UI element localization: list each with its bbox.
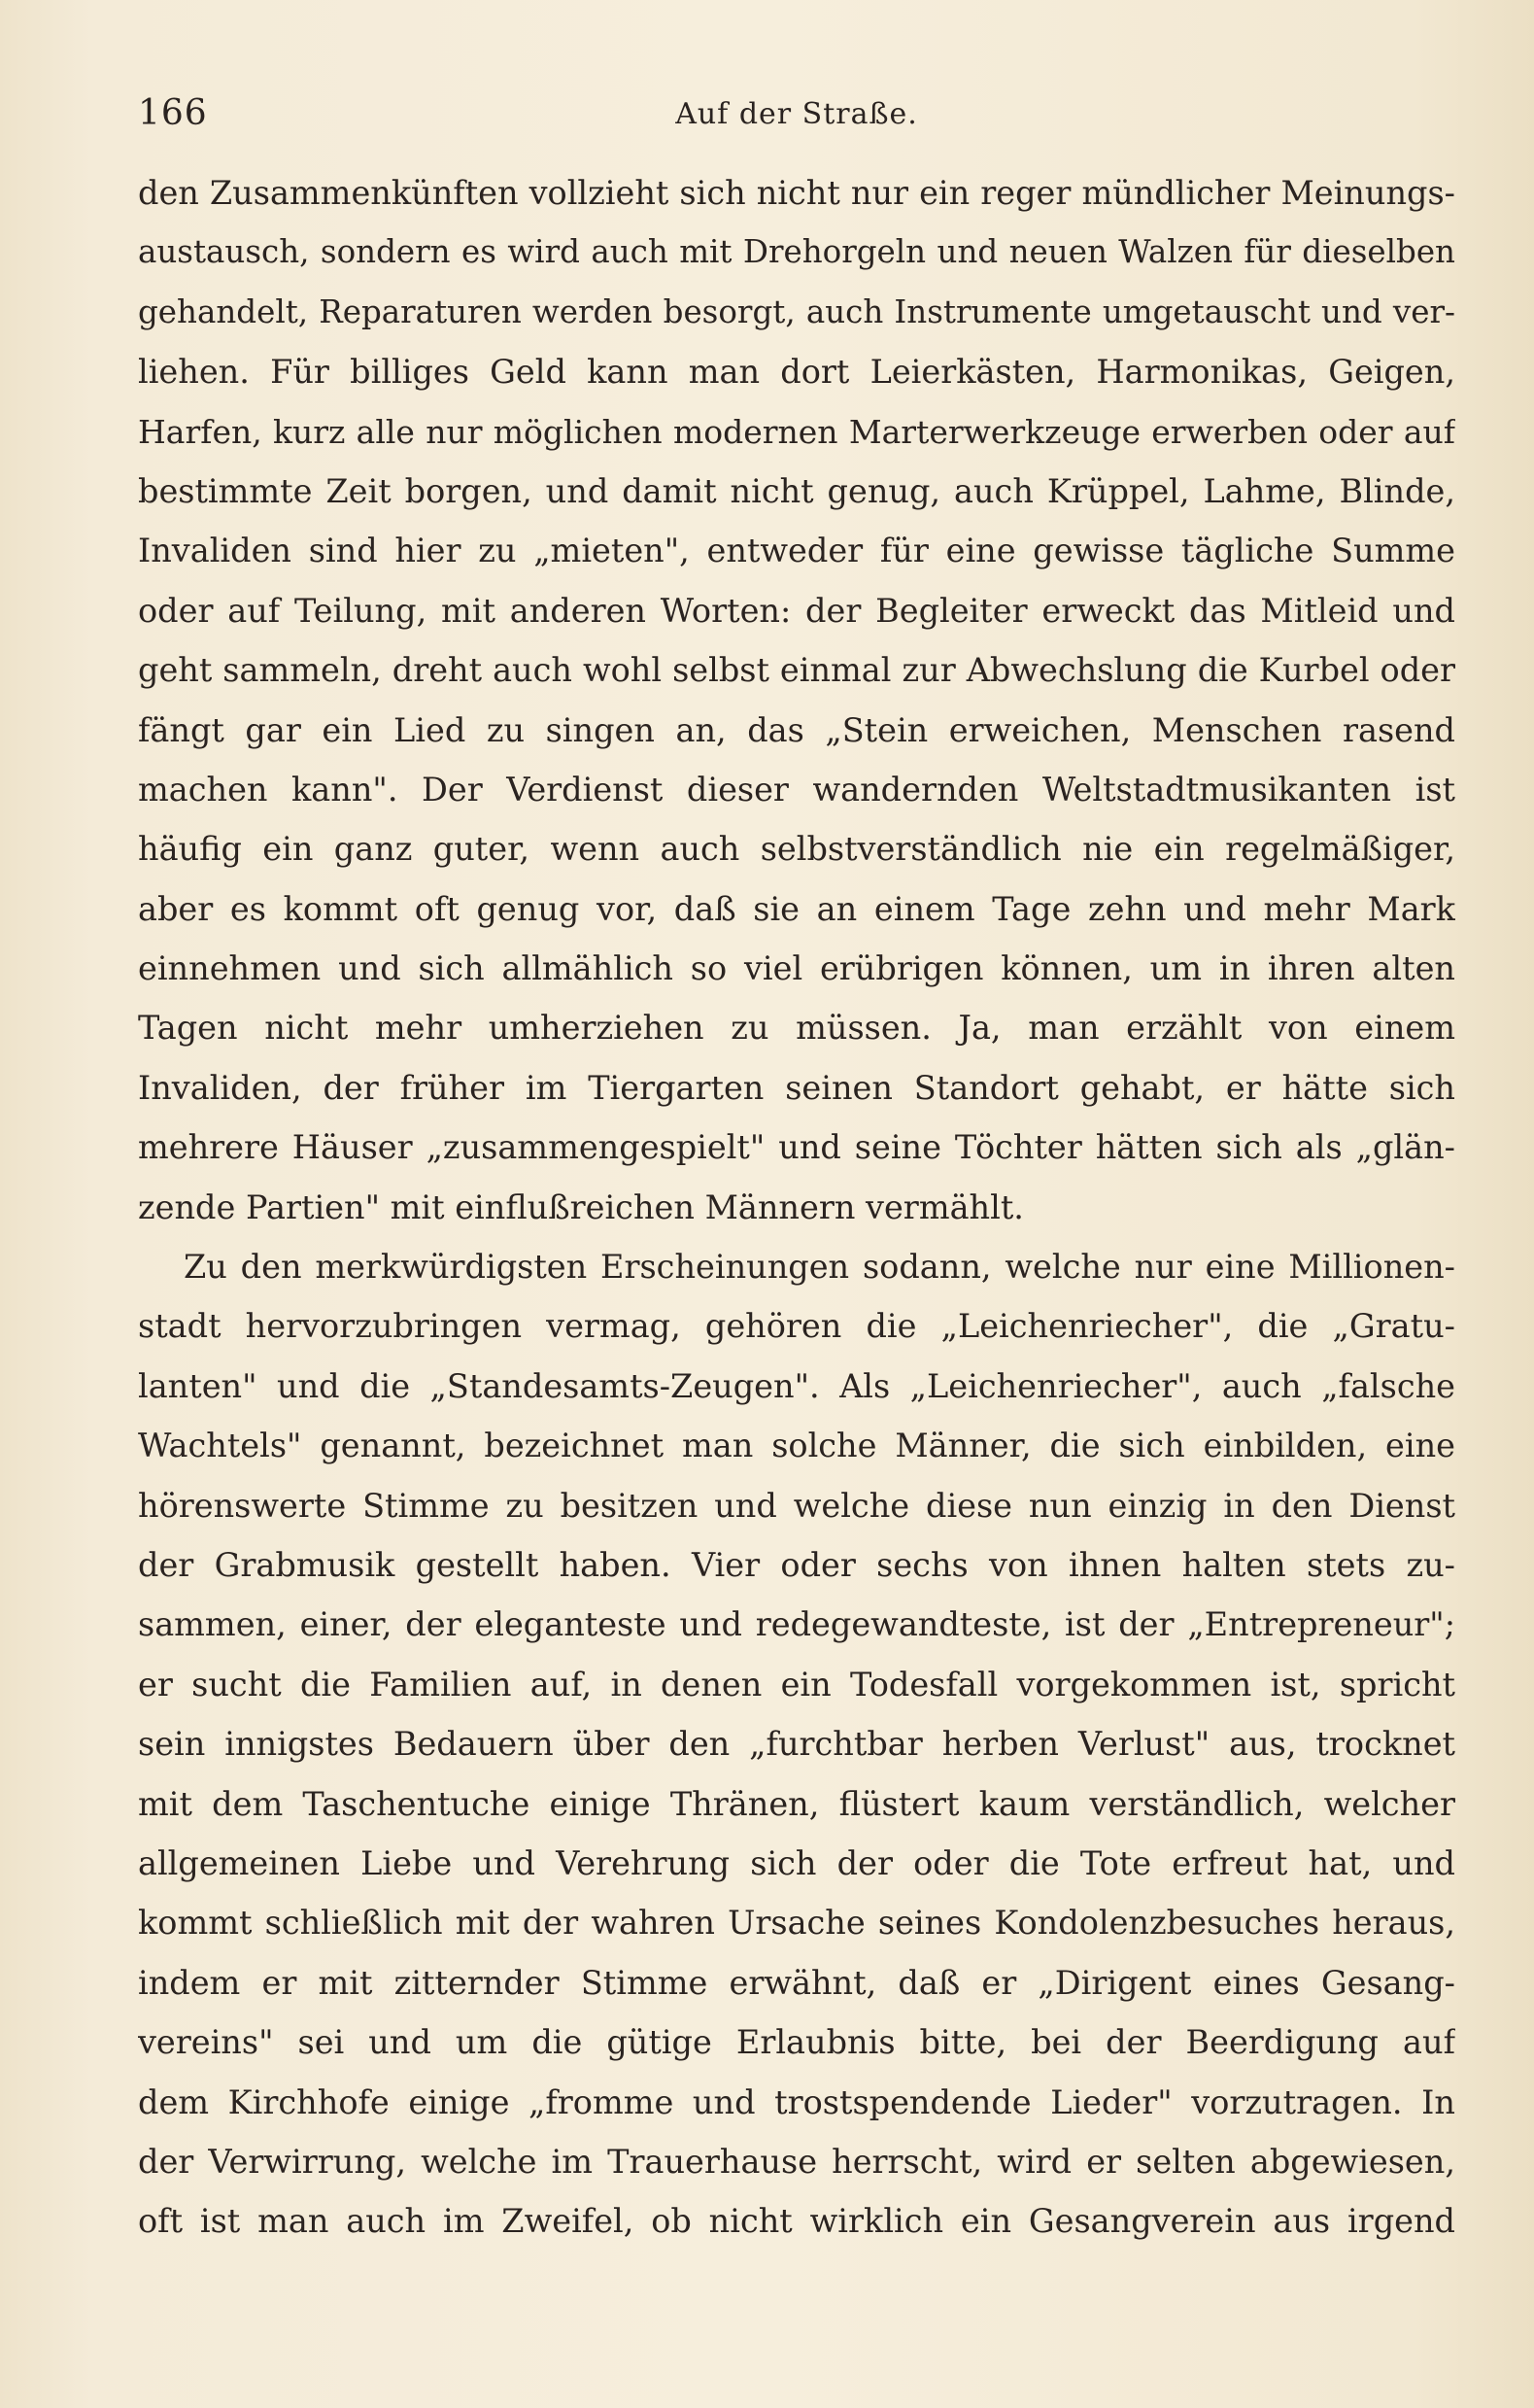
text-line: liehen. Für billiges Geld kann man dort Leierkästen, Harmonikas, Geigen, xyxy=(138,353,1455,392)
text-line: gehandelt, Reparaturen werden besorgt, auch Instrumente umgetauscht und ver- xyxy=(138,292,1455,330)
text-line: machen kann". Der Verdienst dieser wandernden Weltstadtmusikanten ist xyxy=(138,770,1455,808)
text-line: aber es kommt oft genug vor, daß sie an einem Tage zehn und mehr Mark xyxy=(138,889,1455,928)
running-title: Auf der Straße. xyxy=(675,97,918,131)
text-line: der Verwirrung, welche im Trauerhause herrscht, wird er selten abgewiesen, xyxy=(138,2142,1455,2181)
text-line: vereins" sei und um die gütige Erlaubnis bitte, bei der Beerdigung auf xyxy=(138,2023,1455,2062)
text-line: austausch, sondern es wird auch mit Drehorgeln und neuen Walzen für dieselben xyxy=(138,233,1455,271)
text-line: fängt gar ein Lied zu singen an, das „Stein erweichen, Menschen rasend xyxy=(138,710,1455,749)
text-line: der Grabmusik gestellt haben. Vier oder sechs von ihnen halten stets zu- xyxy=(138,1545,1455,1584)
text-line: mit dem Taschentuche einige Thränen, flüstert kaum verständlich, welcher xyxy=(138,1784,1455,1823)
text-line: Wachtels" genannt, bezeichnet man solche Männer, die sich einbilden, eine xyxy=(138,1427,1455,1465)
text-line: mehrere Häuser „zusammengespielt" und seine Töchter hätten sich als „glän- xyxy=(138,1128,1455,1167)
text-line: sammen, einer, der eleganteste und redegewandteste, ist der „Entrepreneur"; xyxy=(138,1605,1455,1644)
text-line: Invaliden sind hier zu „mieten", entweder für eine gewisse tägliche Summe xyxy=(138,532,1455,570)
text-line: häufig ein ganz guter, wenn auch selbstverständlich nie ein regelmäßiger, xyxy=(138,830,1455,869)
text-line: bestimmte Zeit borgen, und damit nicht genug, auch Krüppel, Lahme, Blinde, xyxy=(138,471,1455,510)
text-line: geht sammeln, dreht auch wohl selbst einmal zur Abwechslung die Kurbel oder xyxy=(138,651,1455,690)
text-line: den Zusammenkünften vollzieht sich nicht nur ein reger mündlicher Meinungs- xyxy=(138,174,1455,212)
text-line: Invaliden, der früher im Tiergarten seinen Standort gehabt, er hätte sich xyxy=(138,1068,1455,1107)
text-line: zende Partien" mit einflußreichen Männern vermählt. xyxy=(138,1187,1024,1226)
text-line: lanten" und die „Standesamts-Zeugen". Als „Leichenriecher", auch „falsche xyxy=(138,1366,1455,1405)
text-line: hörenswerte Stimme zu besitzen und welche diese nun einzig in den Dienst xyxy=(138,1486,1455,1525)
text-line: er sucht die Familien auf, in denen ein Todesfall vorgekommen ist, spricht xyxy=(138,1665,1455,1703)
text-line: Zu den merkwürdigsten Erscheinungen sodann, welche nur eine Millionen- xyxy=(184,1248,1455,1287)
text-line: kommt schließlich mit der wahren Ursache seines Kondolenzbesuches heraus, xyxy=(138,1904,1455,1943)
text-line: oder auf Teilung, mit anderen Worten: der Begleiter erweckt das Mitleid und xyxy=(138,591,1455,630)
page-header xyxy=(138,93,1455,142)
text-line: Harfen, kurz alle nur möglichen modernen Marterwerkzeuge erwerben oder auf xyxy=(138,412,1455,451)
body-text xyxy=(138,163,1455,2252)
text-line: dem Kirchhofe einige „fromme und trostspendende Lieder" vorzutragen. In xyxy=(138,2082,1455,2121)
text-line: oft ist man auch im Zweifel, ob nicht wirklich ein Gesangverein aus irgend xyxy=(138,2202,1455,2241)
page-number: 166 xyxy=(138,93,208,133)
text-line: stadt hervorzubringen vermag, gehören die „Leichenriecher", die „Gratu- xyxy=(138,1307,1455,1346)
text-line: einnehmen und sich allmählich so viel erübrigen können, um in ihren alten xyxy=(138,949,1455,988)
text-line: allgemeinen Liebe und Verehrung sich der oder die Tote erfreut hat, und xyxy=(138,1843,1455,1882)
text-line: Tagen nicht mehr umherziehen zu müssen. Ja, man erzählt von einem xyxy=(138,1009,1455,1048)
text-line: indem er mit zitternder Stimme erwähnt, daß er „Dirigent eines Gesang- xyxy=(138,1963,1455,2002)
text-line: sein innigstes Bedauern über den „furchtbar herben Verlust" aus, trocknet xyxy=(138,1725,1455,1764)
